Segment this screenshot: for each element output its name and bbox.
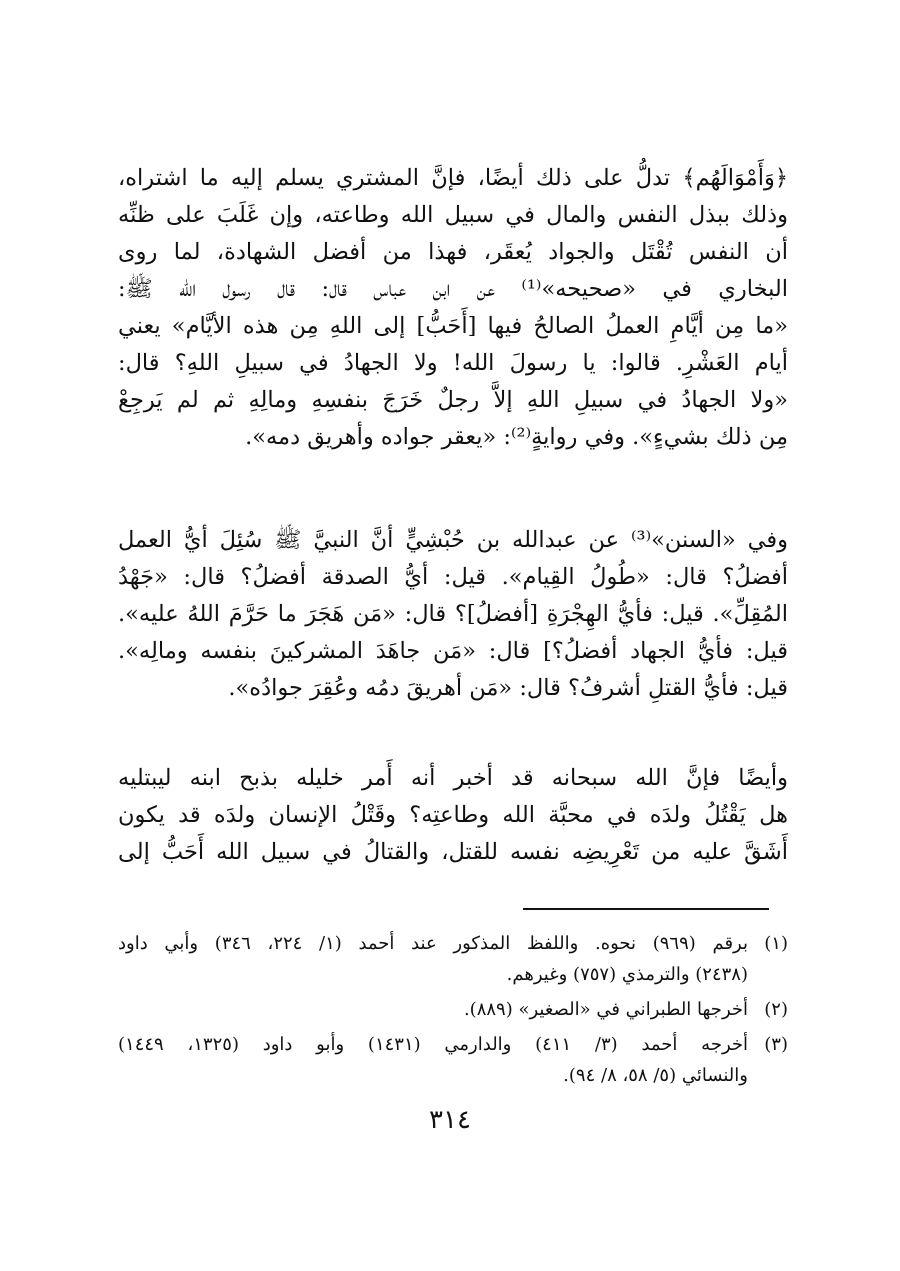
text-line: هل يَقْتُلُ ولدَه في محبَّة الله وطاعتِه؟ وقَتْلُ الإنسان ولدَه قد يكون <box>118 802 788 828</box>
footnote-number: (١) <box>764 933 788 954</box>
footnote-line: أخرجها الطبراني في «الصغير» (٨٨٩). <box>463 999 748 1020</box>
text-line: البخاري في «صحيحه»⁽¹⁾ عن ابن عباس قال: قال رسول الله ﷺ: <box>118 276 788 302</box>
footnotes <box>118 928 788 1095</box>
text-line: وفي «السنن»⁽³⁾ عن عبدالله بن حُبْشِيٍّ أنَّ النبيَّ ﷺ سُئِلَ أيُّ العمل <box>118 527 789 553</box>
text-line: «ما مِن أيَّامِ العملُ الصالحُ فيها [أَحَبُّ] إلى اللهِ مِن هذه الأيَّام» يعني <box>118 313 788 339</box>
footnote-line: (٢٤٣٨) والترمذي (٧٥٧) وغيرهم. <box>506 964 748 985</box>
footnote-line: برقم (٩٦٩) نحوه. واللفظ المذكور عند أحمد (١/ ٢٢٤، ٣٤٦) وأبي داود <box>118 933 748 954</box>
text-line: المُقِلِّ». قيل: فأيُّ الهِجْرَةِ [أفضلُ]؟ قال: «مَن هَجَرَ ما حَرَّمَ اللهُ عليه». <box>118 601 788 627</box>
text-line: أَشَقَّ عليه من تَعْرِيضِه نفسه للقتل، والقتالُ في سبيل الله أَحَبُّ إلى <box>118 839 788 865</box>
paragraph-3 <box>118 760 788 871</box>
footnote-number: (٣) <box>764 1034 788 1055</box>
text-line: «ولا الجهادُ في سبيلِ اللهِ إلاَّ رجلٌ خَرَجَ بنفسِهِ ومالِهِ ثم لم يَرجِعْ <box>118 387 788 413</box>
footnote-separator <box>523 908 769 910</box>
text-line: أن النفس تُقْتَل والجواد يُعقَر، فهذا من أفضل الشهادة، لما روى <box>118 239 788 265</box>
text-line: قيل: فأيُّ القتلِ أشرفُ؟ قال: «مَن أهريقَ دمُه وعُقِرَ جوادُه». <box>228 675 788 701</box>
footnote-line: أخرجه أحمد (٣/ ٤١١) والدارمي (١٤٣١) وأبو داود (١٣٢٥، ١٤٤٩) <box>118 1034 749 1055</box>
page-number: ٣١٤ <box>429 1105 471 1135</box>
footnote-number: (٢) <box>764 999 788 1020</box>
footnote-3 <box>118 1029 788 1091</box>
text-line: ﴿وَأَمْوَالَهُم﴾ تدلُّ على ذلك أيضًا، فإنَّ المشتري يسلم إليه ما اشتراه، <box>118 165 788 191</box>
footnote-line: والنسائي (٥/ ٥٨، ٨/ ٩٤). <box>563 1065 748 1086</box>
text-line: مِن ذلك بشيءٍ». وفي روايةٍ⁽²⁾: «يعقر جواده وأهريق دمه». <box>245 424 788 450</box>
text-line: وذلك ببذل النفس والمال في سبيل الله وطاعته، وإن غَلَبَ على ظنِّه <box>118 202 788 228</box>
footnote-1 <box>118 928 788 990</box>
paragraph-1 <box>118 160 788 456</box>
footnote-2 <box>118 994 788 1025</box>
text-line: أيام العَشْرِ. قالوا: يا رسولَ الله! ولا الجهادُ في سبيلِ اللهِ؟ قال: <box>118 350 788 376</box>
text-line: وأيضًا فإنَّ الله سبحانه قد أخبر أنه أَمر خليله بذبح ابنه ليبتليه <box>118 765 788 791</box>
paragraph-2 <box>118 522 788 707</box>
text-line: قيل: فأيُّ الجهاد أفضلُ؟] قال: «مَن جاهَدَ المشركينَ بنفسه ومالِه». <box>118 638 788 664</box>
text-line: أفضلُ؟ قال: «طُولُ القِيام». قيل: أيُّ الصدقة أفضلُ؟ قال: «جَهْدُ <box>118 564 788 590</box>
